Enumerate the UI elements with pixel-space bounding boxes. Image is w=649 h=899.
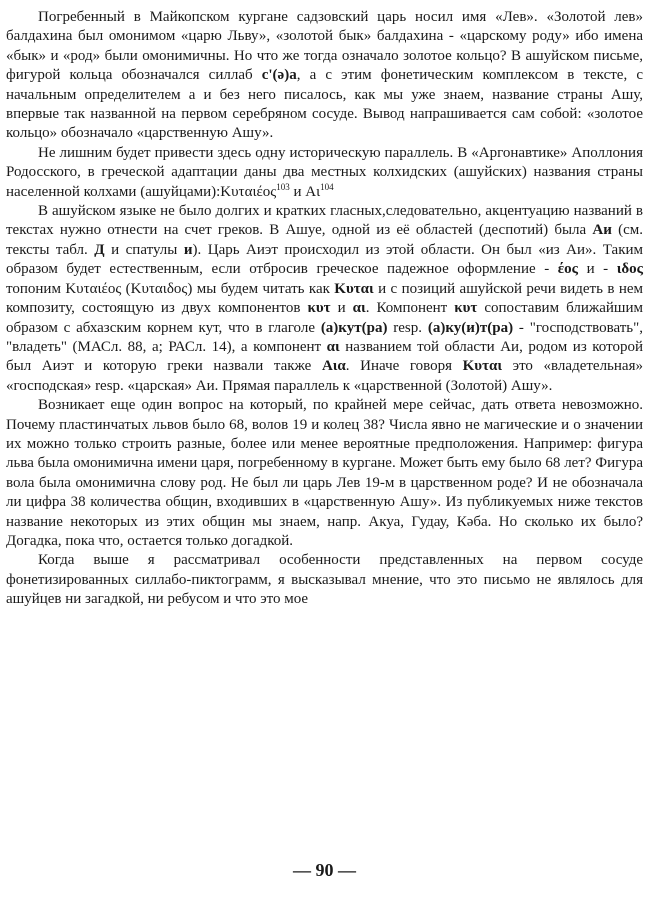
bold-term: (а)кут(ра) (320, 319, 388, 336)
bold-term: Κυται (334, 280, 374, 297)
text-run: В ашуйском языке не было долгих и кратких гласных,следовательно, акцентуацию названий в текстах нужно отнести на счет греков. В Ашуе, одной из её областей (деспотий) была (6, 203, 643, 239)
paragraph (6, 396, 643, 551)
text-run: топоним Κυταιέος (Κυταιδος) мы будем читать как (6, 280, 335, 297)
text-run: и (330, 300, 353, 317)
paragraph (6, 551, 643, 609)
body-text (6, 8, 643, 610)
text-run: и Αι (289, 183, 321, 200)
text-run: и с позиций ашуйской речи видеть в нем композиту, состоящую из двух компонентов (6, 280, 643, 317)
text-run: resp. (387, 319, 428, 336)
bold-term: κυτ (454, 300, 478, 317)
text-run: сопоставим ближайшим образом с абхазским корнем кут, что в глаголе (6, 300, 643, 336)
bold-term: Д (94, 241, 105, 258)
text-run: Возникает еще один вопрос на который, по крайней мере сейчас, дать ответа невозможно. Почему пластинчатых львов было 68, волов 19 и колец 38? Числа явно не магические и о значении их можно только строить разные, более или менее вероятные предположения. Например: фигура льва была омонимична имени царя, погребенному в кургане. Может быть ему было 68 лет? Фигура вола была омонимична слову род. Не был ли царь Лев 19-м в царственном роде? И не обозначала ли цифра 38 количества общин, входивших в «царственную Ашу». Из публикуемых ниже текстов название некоторых из этих общин мы знаем, напр. Акуа, Гудау, Кəба. Но сколько их было? Догадка, пока что, остается только догадкой. (6, 397, 643, 549)
footnote-ref: 103 (276, 181, 290, 192)
text-run: названием той области Аи, родом из которой был Аиэт и которую греки назвали также (6, 338, 643, 375)
bold-term: ιδος (616, 261, 643, 278)
footnote-ref: 104 (320, 181, 334, 192)
bold-term: Κυται (462, 358, 503, 375)
bold-term: Αια (321, 358, 346, 375)
text-run: и спатулы (104, 241, 184, 258)
text-run: . Иначе говоря (345, 358, 463, 375)
text-run: . Компонент (365, 300, 455, 317)
bold-term: αι (352, 300, 366, 317)
bold-term: έος (557, 261, 579, 278)
bold-term: Аи (592, 222, 612, 239)
text-run: , а с этим фонетическим комплексом в тексте, с начальным определителем а и без него писалось, как мы уже знаем, название страны Ашу, впервые так названной на первом серебряном сосуде. Вывод напрашивается сам собой: «золотое кольцо» обозначало «царственную Ашу». (6, 67, 643, 142)
paragraph (6, 202, 643, 396)
bold-term: (а)ку(и)т(ра) (427, 319, 514, 336)
bold-term: αι (326, 338, 340, 355)
paragraph (6, 144, 643, 202)
paragraph (6, 8, 643, 144)
bold-term: с'(ə)а (261, 67, 297, 84)
text-run: и - (578, 261, 617, 278)
bold-term: κυτ (307, 300, 331, 317)
text-run: (см. тексты табл. (6, 222, 643, 258)
page-number: — 90 — (293, 860, 356, 880)
text-run: Погребенный в Майкопском кургане садзовский царь носил имя «Лев». «Золотой лев» балдахина был омонимом «царю Льву», «золотой бык» балдахина - «царскому роду» ибо имена «бык» и «род» были омонимичны. Но что же тогда означало золотое кольцо? В ашуйском письме, фигурой кольца обозначался силлаб (6, 9, 643, 84)
text-run: Не лишним будет привести здесь одну историческую параллель. В «Аргонавтике» Аполлония Родосского, в греческой адаптации даны два местных колхидских (ашуйских) названия страны населенной колхами (ашуйцами):Κυταιέος (6, 144, 643, 200)
text-run: ). Царь Аиэт происходил из этой области. Он был «из Аи». Таким образом будет естественным, если отбросив греческое падежное оформление - (6, 241, 644, 278)
bold-term: и (183, 241, 193, 258)
text-run: это «владетельная» «господская» resp. «царская» Аи. Прямая параллель к «царственной (Золотой) Ашу». (6, 358, 643, 394)
text-run: Когда выше я рассматривал особенности представленных на первом сосуде фонетизированных силлабо-пиктограмм, я высказывал мнение, что это письмо не являлось для ашуйцев ни загадкой, ни ребусом и что это мое (6, 552, 643, 608)
text-run: - "господствовать", "владеть" (МАСл. 88, а; РАСл. 14), а компонент (6, 319, 644, 355)
